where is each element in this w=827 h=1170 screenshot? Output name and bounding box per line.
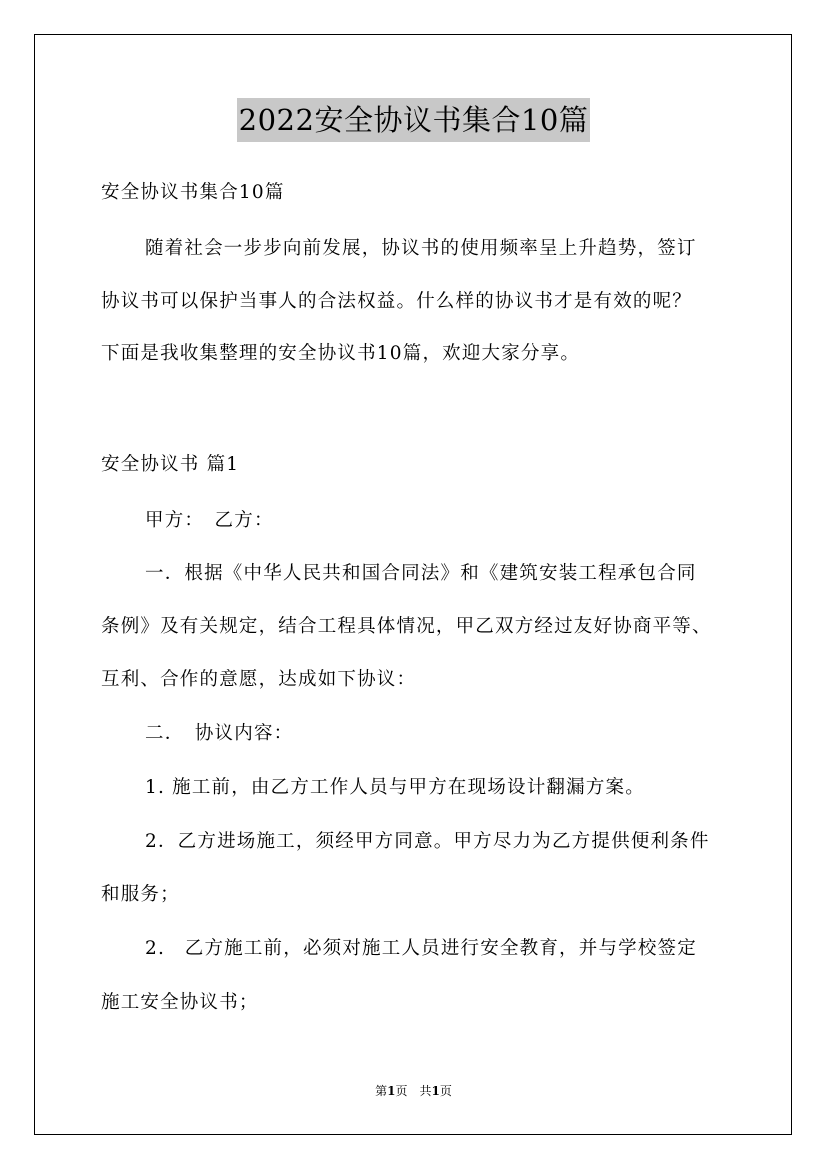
footer-page-suffix: 页 — [439, 1084, 452, 1098]
footer-page-prefix: 第 — [375, 1084, 388, 1098]
item-2-line-1: 2．乙方进场施工，须经甲方同意。甲方尽力为乙方提供便利条件 — [145, 831, 710, 852]
document-title: 2022安全协议书集合10篇 — [237, 98, 591, 142]
footer-page-current: 1 — [387, 1084, 396, 1098]
clause-1-line-2: 条例》及有关规定，结合工程具体情况，甲乙双方经过友好协商平等、 — [101, 616, 712, 637]
title-wrap — [0, 98, 827, 142]
intro-line-1: 随着社会一步步向前发展，协议书的使用频率呈上升趋势，签订 — [145, 238, 697, 259]
item-3-line-2: 施工安全协议书； — [101, 992, 259, 1013]
clause-2-heading: 二． 协议内容： — [145, 723, 294, 744]
document-subtitle: 安全协议书集合10篇 — [101, 182, 285, 203]
clause-1-line-3: 互利、合作的意愿，达成如下协议： — [101, 669, 417, 690]
item-1-line: 1. 施工前，由乙方工作人员与甲方在现场设计翻漏方案。 — [145, 777, 645, 798]
clause-1-line-1: 一．根据《中华人民共和国合同法》和《建筑安装工程承包合同 — [145, 563, 697, 584]
section-heading: 安全协议书 篇1 — [101, 454, 240, 475]
footer-page-total: 1 — [431, 1084, 440, 1098]
page-footer — [0, 1082, 827, 1100]
item-3-line-1: 2. 乙方施工前，必须对施工人员进行安全教育，并与学校签定 — [145, 938, 697, 959]
intro-line-2: 协议书可以保护当事人的合法权益。什么样的协议书才是有效的呢？ — [101, 291, 693, 312]
intro-line-3: 下面是我收集整理的安全协议书10篇，欢迎大家分享。 — [101, 343, 581, 364]
footer-page-mid: 页 共 — [395, 1084, 432, 1098]
item-2-line-2: 和服务； — [101, 884, 180, 905]
parties-line: 甲方： 乙方： — [145, 510, 274, 531]
